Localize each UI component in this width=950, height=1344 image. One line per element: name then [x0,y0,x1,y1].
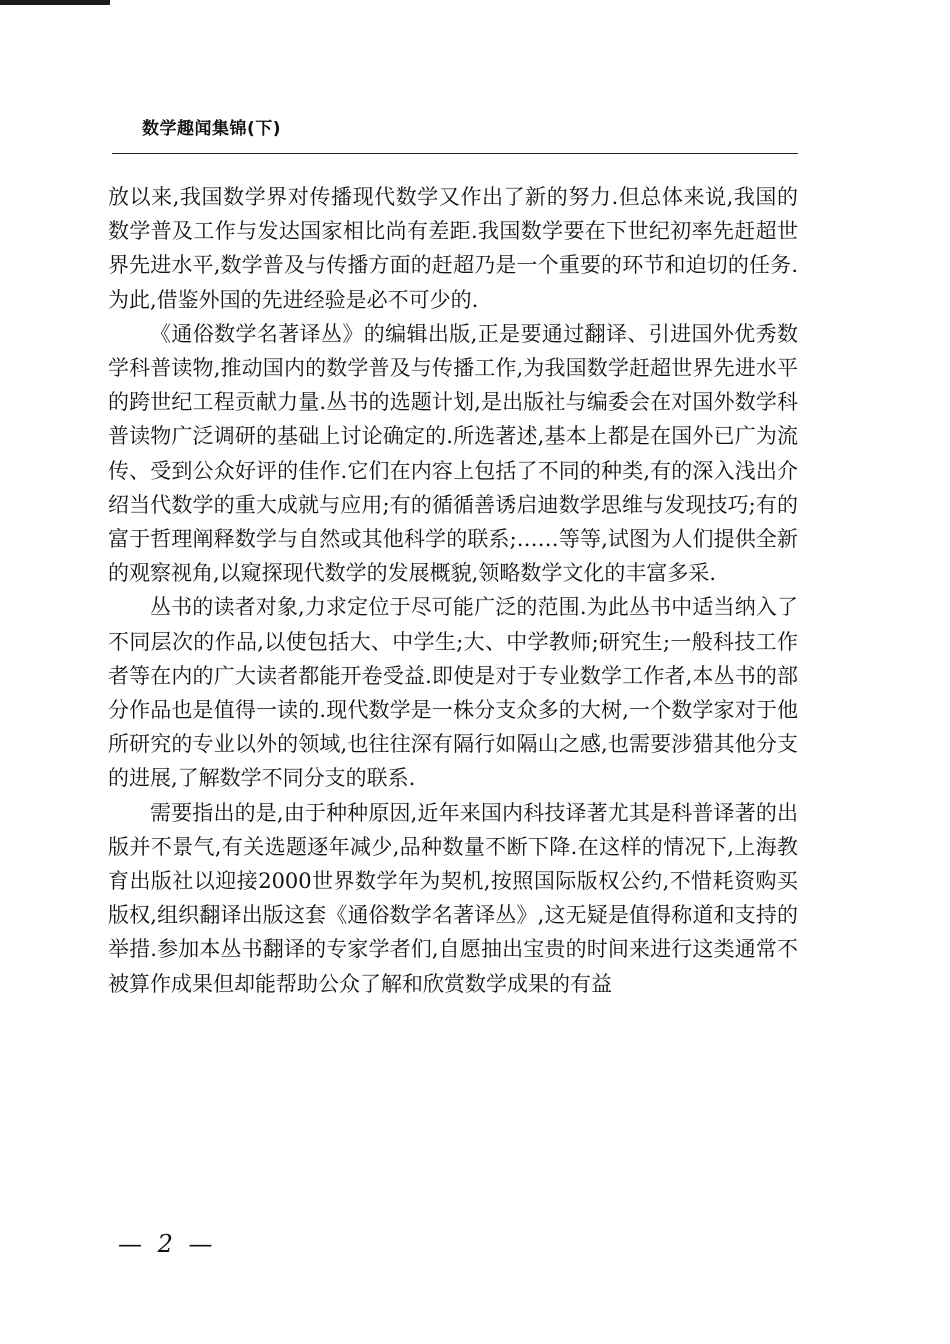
body-text [108,180,798,1001]
paragraph-continued: 放以来,我国数学界对传播现代数学又作出了新的努力.但总体来说,我国的数学普及工作与发达国家相比尚有差距.我国数学要在下世纪初率先赶超世界先进水平,数学普及与传播方面的赶超乃是一个重要的环节和迫切的任务.为此,借鉴外国的先进经验是必不可少的. [108,185,798,312]
paragraph: 《通俗数学名著译丛》的编辑出版,正是要通过翻译、引进国外优秀数学科普读物,推动国内的数学普及与传播工作,为我国数学赶超世界先进水平的跨世纪工程贡献力量.丛书的选题计划,是出版社与编委会在对国外数学科普读物广泛调研的基础上讨论确定的.所选著述,基本上都是在国外已广为流传、受到公众好评的佳作.它们在内容上包括了不同的种类,有的深入浅出介绍当代数学的重大成就与应用;有的循循善诱启迪数学思维与发现技巧;有的富于哲理阐释数学与自然或其他科学的联系;……等等,试图为人们提供全新的观察视角,以窥探现代数学的发展概貌,领略数学文化的丰富多采. [108,321,798,586]
paragraph: 需要指出的是,由于种种原因,近年来国内科技译著尤其是科普译著的出版并不景气,有关选题逐年减少,品种数量不断下降.在这样的情况下,上海教育出版社以迎接2000世界数学年为契机,按照国际版权公约,不惜耗资购买版权,组织翻译出版这套《通俗数学名著译丛》,这无疑是值得称道和支持的举措.参加本丛书翻译的专家学者们,自愿抽出宝贵的时间来进行这类通常不被算作成果但却能帮助公众了解和欣赏数学成果的有益 [108,800,798,996]
header-divider [112,153,798,154]
page-number: — 2 — [118,1230,217,1258]
paragraph: 丛书的读者对象,力求定位于尽可能广泛的范围.为此丛书中适当纳入了不同层次的作品,以使包括大、中学生;大、中学教师;研究生;一般科技工作者等在内的广大读者都能开卷受益.即使是对于专业数学工作者,本丛书的部分作品也是值得一读的.现代数学是一株分支众多的大树,一个数学家对于他所研究的专业以外的领域,也往往深有隔行如隔山之感,也需要涉猎其他分支的进展,了解数学不同分支的联系. [108,595,798,791]
scan-corner-mark [0,0,110,5]
running-head-title: 数学趣闻集锦(下) [142,119,282,139]
